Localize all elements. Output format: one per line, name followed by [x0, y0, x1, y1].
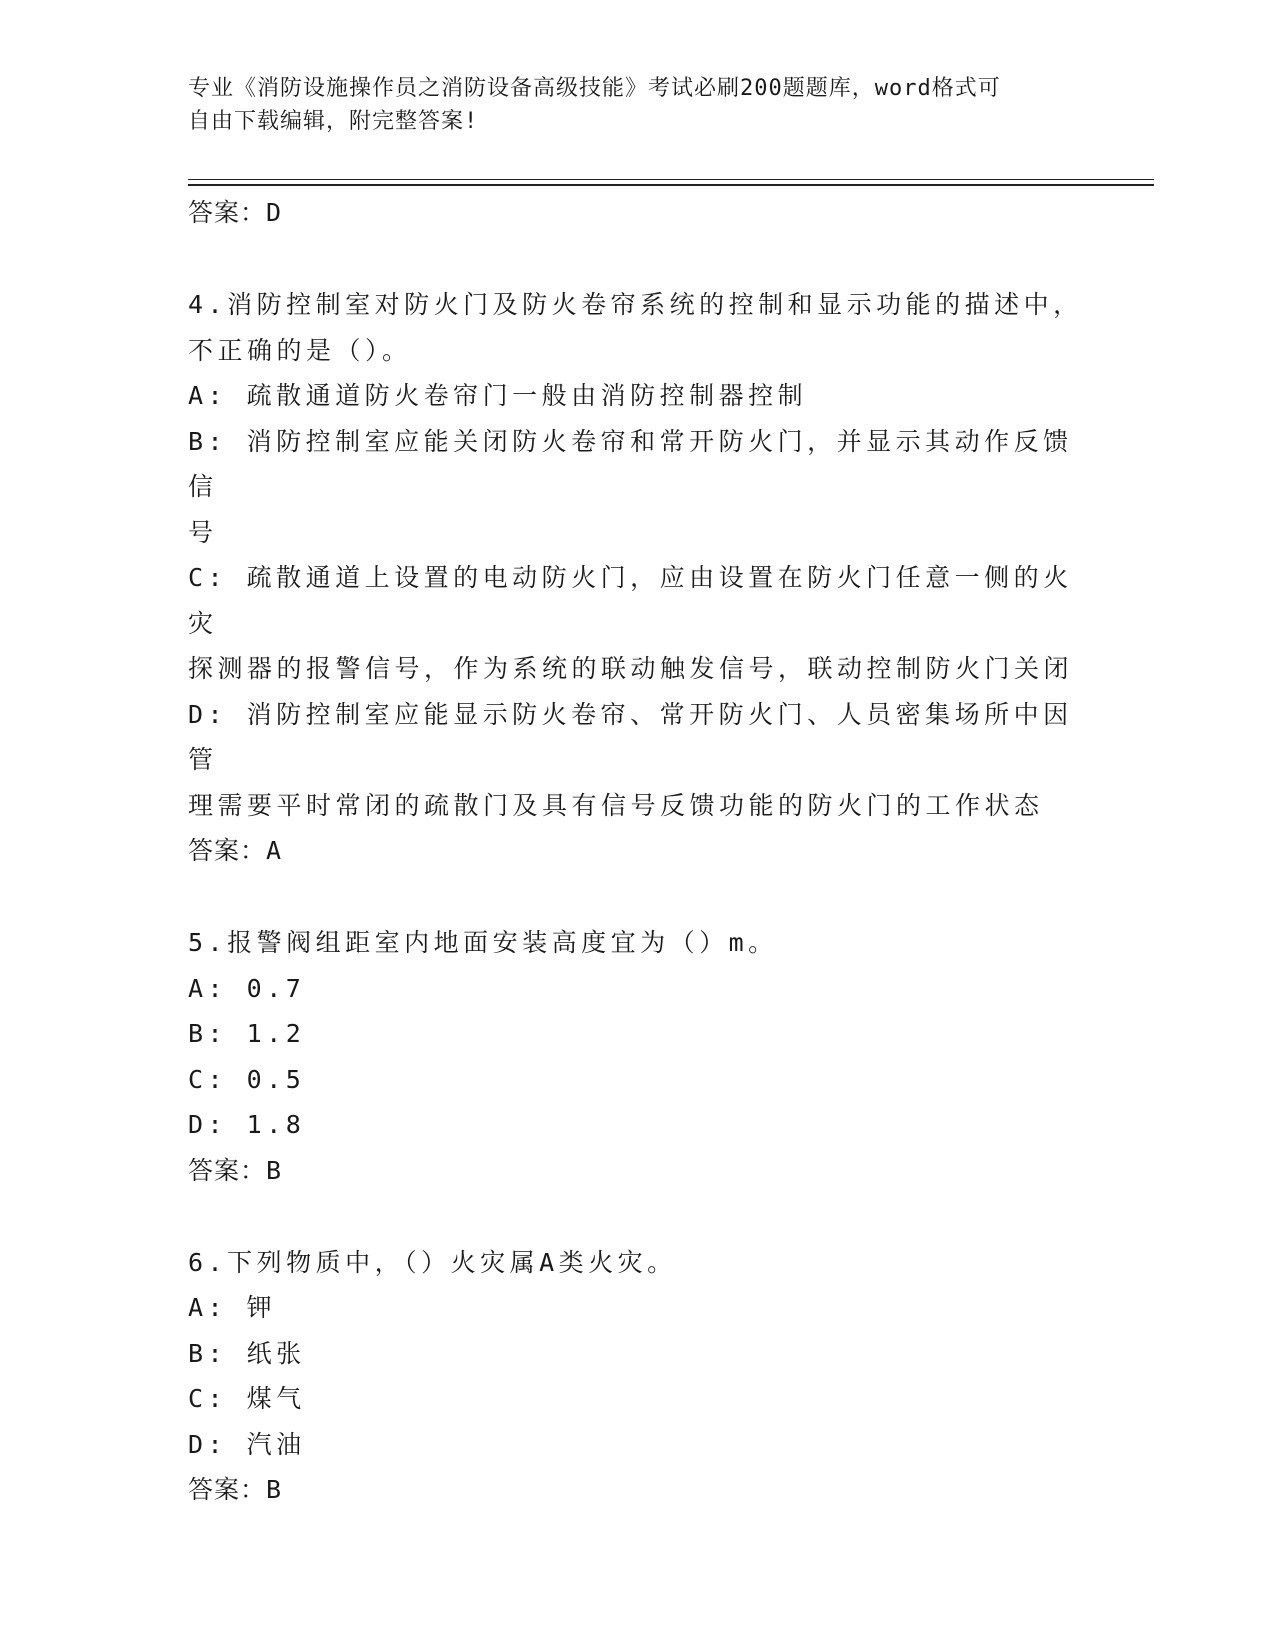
option-d-cont: 理需要平时常闭的疏散门及具有信号反馈功能的防火门的工作状态 [188, 790, 1044, 820]
option-a: A: 钾 [188, 1293, 277, 1322]
header-line-1: 专业《消防设施操作员之消防设备高级技能》考试必刷200题题库，word格式可 [188, 76, 1001, 101]
option-d: D: 汽油 [188, 1429, 306, 1459]
question-6 [188, 1240, 1088, 1514]
header-divider-thick [188, 184, 1154, 186]
question-answer: 答案：A [188, 836, 283, 865]
option-b: B: 纸张 [188, 1338, 306, 1368]
option-b-cont: 号 [188, 517, 218, 547]
option-a: A: 疏散通道防火卷帘门一般由消防控制器控制 [188, 381, 808, 410]
option-c: C: 煤气 [188, 1384, 306, 1413]
option-d: D: 1.8 [188, 1110, 306, 1139]
question-answer: 答案：B [188, 1155, 283, 1185]
option-c: C: 疏散通道上设置的电动防火门，应由设置在防火门任意一侧的火灾 [188, 563, 1073, 638]
previous-answer: 答案：D [188, 198, 283, 227]
question-title: 4.消防控制室对防火门及防火卷帘系统的控制和显示功能的描述中， [188, 290, 1083, 319]
option-b: B: 1.2 [188, 1019, 306, 1048]
header-line-2: 自由下载编辑，附完整答案! [188, 109, 479, 134]
option-d: D: 消防控制室应能显示防火卷帘、常开防火门、人员密集场所中因管 [188, 699, 1073, 774]
question-title: 5.报警阀组距室内地面安装高度宜为（）m。 [188, 928, 778, 957]
question-5 [188, 920, 1088, 1194]
option-b: B: 消防控制室应能关闭防火卷帘和常开防火门，并显示其动作反馈信 [188, 426, 1073, 501]
question-title: 6.下列物质中，（）火灾属A类火灾。 [188, 1247, 677, 1277]
question-answer: 答案：B [188, 1475, 283, 1504]
spacer [188, 1194, 1088, 1240]
document-body [188, 190, 1088, 1513]
spacer [188, 874, 1088, 920]
question-title-cont: 不正确的是（）。 [188, 335, 412, 365]
question-4 [188, 282, 1088, 874]
option-a: A: 0.7 [188, 973, 306, 1003]
option-c: C: 0.5 [188, 1064, 306, 1094]
document-header [188, 72, 1068, 138]
spacer [188, 236, 1088, 282]
option-c-cont: 探测器的报警信号，作为系统的联动触发信号，联动控制防火门关闭 [188, 654, 1074, 683]
header-divider-thin [188, 179, 1154, 180]
